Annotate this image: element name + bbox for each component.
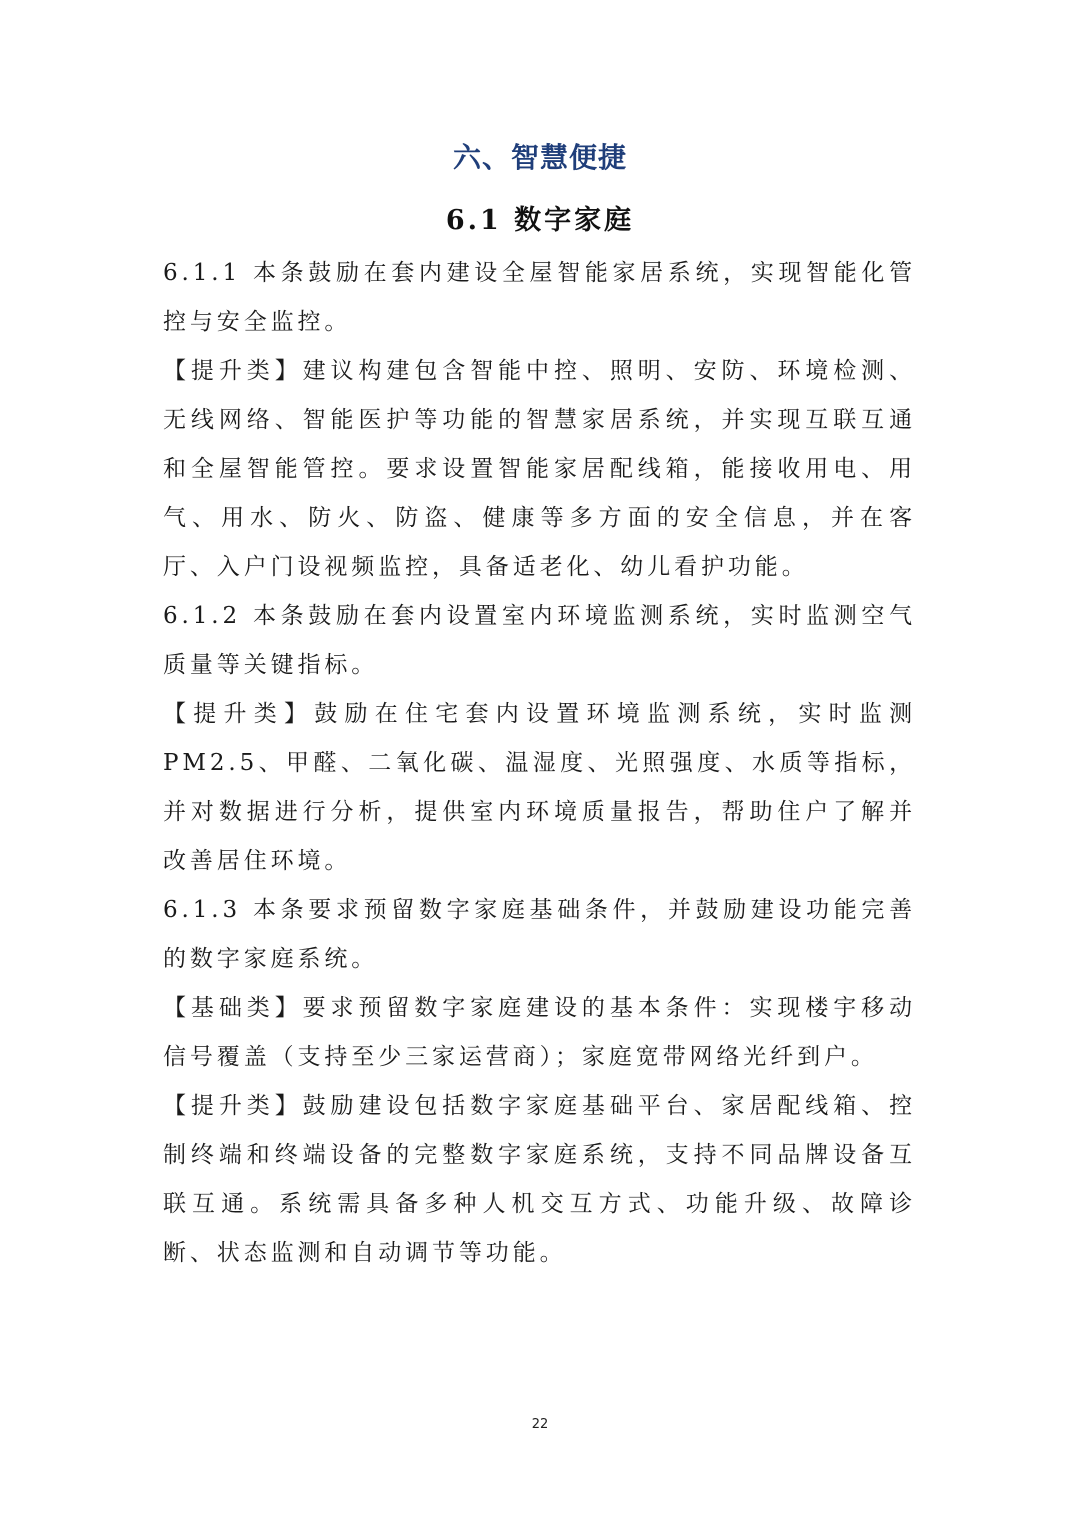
paragraph-6-1-1: 6.1.1 本条鼓励在套内建设全屋智能家居系统，实现智能化管控与安全监控。 (163, 260, 916, 335)
body-text (163, 249, 916, 1278)
chapter-title: 六、智慧便捷 (452, 141, 627, 174)
paragraph-6-1-1-upgrade: 【提升类】建议构建包含智能中控、照明、安防、环境检测、无线网络、智能医护等功能的智慧家居系统，并实现互联互通和全屋智能管控。要求设置智能家居配线箱，能接收用电、用气、用水、防火、防盗、健康等多方面的安全信息，并在客厅、入户门设视频监控，具备适老化、幼儿看护功能。 (163, 358, 916, 580)
paragraph-6-1-3-basic: 【基础类】要求预留数字家庭建设的基本条件：实现楼宇移动信号覆盖（支持至少三家运营商）；家庭宽带网络光纤到户。 (163, 995, 916, 1070)
paragraph-6-1-3-upgrade: 【提升类】鼓励建设包括数字家庭基础平台、家居配线箱、控制终端和终端设备的完整数字家庭系统，支持不同品牌设备互联互通。系统需具备多种人机交互方式、功能升级、故障诊断、状态监测和自动调节等功能。 (163, 1093, 916, 1266)
section-title: 6.1 数字家庭 (445, 205, 635, 236)
paragraph-6-1-3: 6.1.3 本条要求预留数字家庭基础条件，并鼓励建设功能完善的数字家庭系统。 (163, 897, 916, 972)
paragraph-6-1-2-upgrade: 【提升类】鼓励在住宅套内设置环境监测系统，实时监测 PM2.5、甲醛、二氧化碳、温湿度、光照强度、水质等指标，并对数据进行分析，提供室内环境质量报告，帮助住户了解并改善居住环境。 (163, 701, 916, 874)
paragraph-6-1-2: 6.1.2 本条鼓励在套内设置室内环境监测系统，实时监测空气质量等关键指标。 (163, 603, 916, 678)
page-number: 22 (531, 1417, 549, 1432)
